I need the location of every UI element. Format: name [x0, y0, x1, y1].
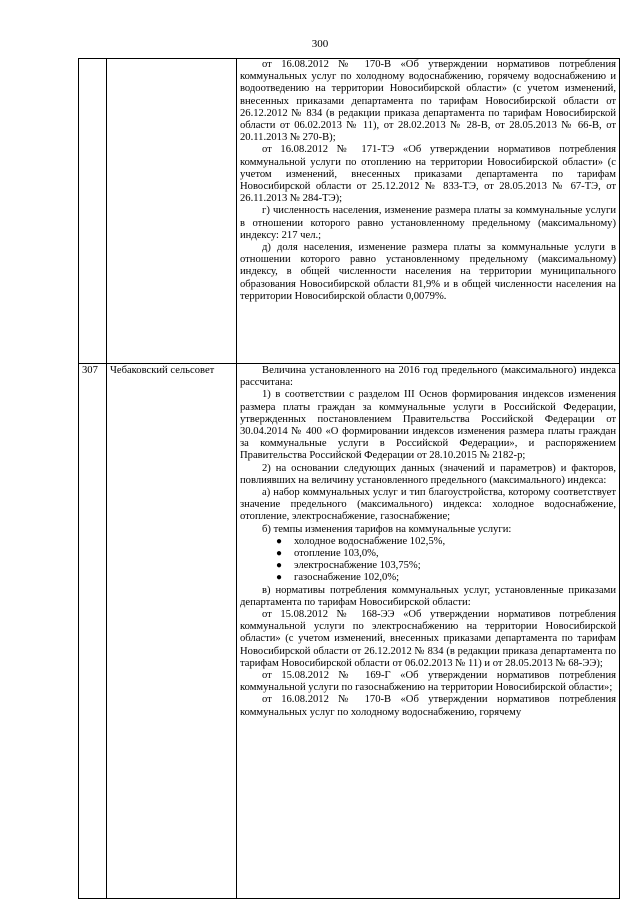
- paragraph: д) доля населения, изменение размера платы за коммунальные услуги в отношении которого равно установленному предельному (максимальному) индексу, в общей численности населения на территории муниципального образования Новосибирской области 81,9% и в общей численности населения на территории Новосибирской области 0,0079%.: [240, 242, 616, 302]
- bullet-icon: ●: [276, 560, 283, 572]
- row-number-cell: [79, 59, 107, 364]
- description-cell: [237, 364, 620, 899]
- paragraph: а) набор коммунальных услуг и тип благоустройства, которому соответствует значение предельного (максимального) индекса: холодное водоснабжение, отопление, электроснабжение, газоснабжение;: [240, 487, 616, 523]
- paragraph: 2) на основании следующих данных (значений и параметров) и факторов, повлиявших на величину установленного предельного (максимального) индекса:: [240, 462, 616, 486]
- bullet-icon: ●: [276, 535, 283, 547]
- bullet-icon: ●: [276, 572, 283, 584]
- paragraph: от 16.08.2012 № 170-В «Об утверждении нормативов потребления коммунальных услуг по холодному водоснабжению, горячему водоснабжению и водоотведению на территории Новосибирской области» (с учетом изменений, внесенных приказами департамента по тарифам Новосибирской области от 26.12.2012 № 834 (в редакции приказа департамента по тарифам Новосибирской области от 06.02.2013 № 11), от 28.02.2013 № 28-В, от 28.05.2013 № 66-В, от 20.11.2013 № 270-В);: [240, 59, 616, 144]
- paragraph: от 16.08.2012 № 170-В «Об утверждении нормативов потребления коммунальных услуг по холодному водоснабжению, горячему: [240, 694, 616, 718]
- bullet-icon: ●: [276, 548, 283, 560]
- page-number: 300: [311, 38, 329, 50]
- table-row: [79, 59, 620, 364]
- paragraph: от 15.08.2012 № 169-Г «Об утверждении нормативов потребления коммунальной услуги по газоснабжению на территории Новосибирской области»;: [240, 670, 616, 694]
- list-item-text: отопление 103,0%,: [294, 548, 379, 560]
- list-item-text: газоснабжение 102,0%;: [294, 572, 400, 584]
- municipality-name-cell: [107, 59, 237, 364]
- paragraph: Величина установленного на 2016 год предельного (максимального) индекса рассчитана:: [240, 365, 616, 389]
- list-item: [276, 572, 616, 584]
- tariff-rate-list: [240, 536, 616, 585]
- paragraph: в) нормативы потребления коммунальных услуг, установленные приказами департамента по тарифам Новосибирской области:: [240, 584, 616, 608]
- paragraph: от 15.08.2012 № 168-ЭЭ «Об утверждении нормативов потребления коммунальной услуги по электроснабжению на территории Новосибирской области» (с учетом изменений, внесенных приказами департамента по тарифам Новосибирской области от 26.12.2012 № 834 (в редакции приказа департамента по тарифам Новосибирской области от 06.02.2013 № 11) и от 28.05.2013 № 68-ЭЭ);: [240, 609, 616, 669]
- description-cell: [237, 59, 620, 364]
- paragraph: 1) в соответствии с разделом III Основ формирования индексов изменения размера платы граждан за коммунальные услуги в Российской Федерации, утвержденных постановлением Правительства Российской Федерации от 30.04.2014 № 400 «О формировании индексов изменения размера платы граждан за коммунальные услуги в Российской Федерации», и распоряжением Правительства Российской Федерации от 28.10.2015 № 2182-р;: [240, 389, 616, 462]
- list-item: [276, 536, 616, 548]
- paragraph: от 16.08.2012 № 171-ТЭ «Об утверждении нормативов потребления коммунальной услуги по отоплению на территории Новосибирской области» (с учетом изменений, внесенных приказами департамента по тарифам Новосибирской области от 25.12.2012 № 833-ТЭ, от 28.05.2013 № 67-ТЭ, от 26.11.2013 № 284-ТЭ);: [240, 144, 616, 205]
- list-item: [276, 560, 616, 572]
- list-item-text: холодное водоснабжение 102,5%,: [294, 535, 446, 547]
- paragraph: г) численность населения, изменение размера платы за коммунальные услуги в отношении которого равно установленному предельному (максимальному) индексу: 217 чел.;: [240, 205, 616, 241]
- list-item: [276, 548, 616, 560]
- list-item-text: электроснабжение 103,75%;: [294, 560, 421, 572]
- row-number-cell: 307: [79, 364, 107, 899]
- municipality-name-cell: Чебаковский сельсовет: [107, 364, 237, 899]
- paragraph: б) темпы изменения тарифов на коммунальные услуги:: [262, 523, 512, 535]
- table-row: [79, 364, 620, 899]
- tariff-index-table: [78, 58, 620, 899]
